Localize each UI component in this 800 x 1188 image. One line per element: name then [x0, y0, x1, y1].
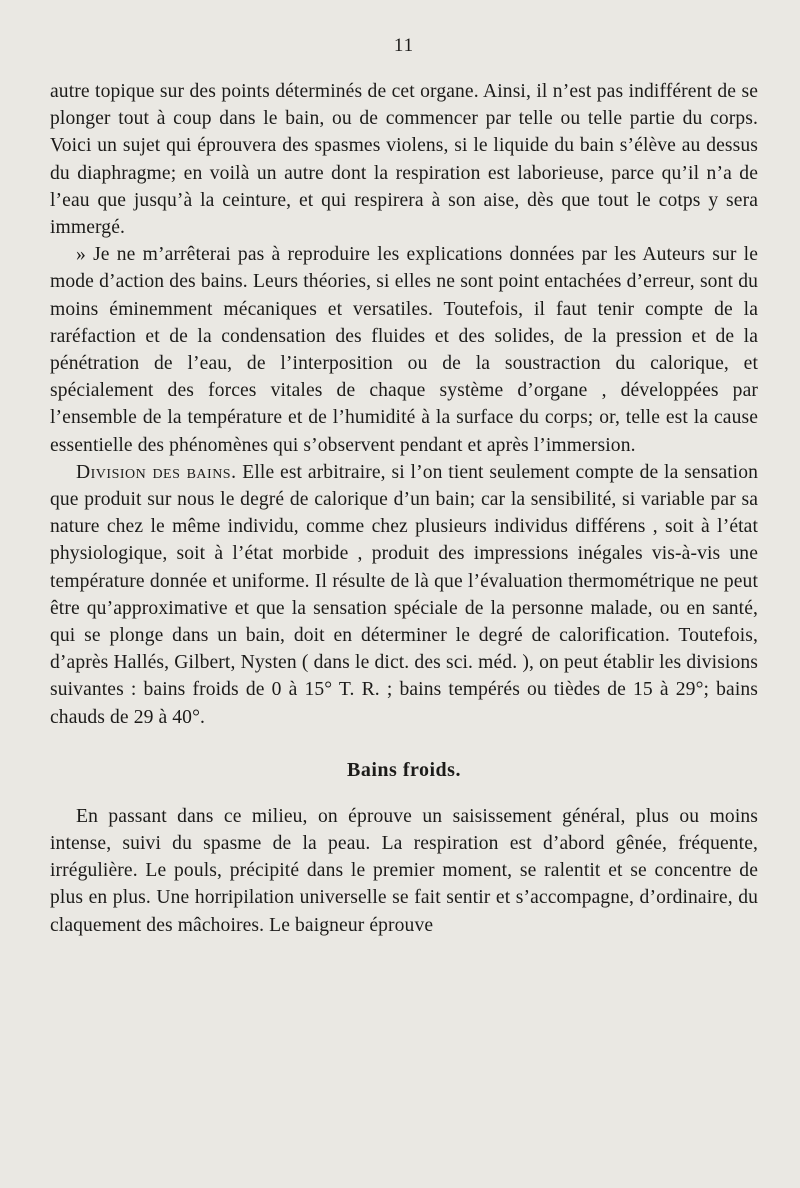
page-number: 11 [393, 35, 415, 56]
paragraph-mode-action: » Je ne m’arrêterai pas à reproduire les explications données par les Auteurs sur le mode d’action des bains. Leurs théories, si elles ne sont point entachées d’erreur, sont du moins éminemment mécaniques et versatiles. Toutefois, il faut tenir compte de la raréfaction et de la condensation des fluides et des solides, de la pression et de la pénétration de l’eau, de l’interposition ou de la soustraction du calorique, et spécialement des forces vitales de chaque système d’organe , développées par l’ensemble de la température et de l’humidité à la surface du corps; or, telle est la cause essentielle des phénomènes qui s’observent pendant et après l’immersion. [50, 244, 758, 456]
section-title: Bains froids. [347, 758, 461, 781]
paragraph-division-text: Elle est arbitraire, si l’on tient seulement compte de la sensation que produit sur nous le degré de calorique d’un bain; car la sensibilité, si variable par sa nature chez le même individu, comme chez plusieurs individus différens , soit à l’état physiologique, soit à l’état morbide , produit des impressions inégales vis-à-vis une température donnée et uniforme. Il résulte de là que l’évaluation thermométrique ne peut être qu’approximative et que la sensation spéciale de la personne malade, ou en santé, qui se plonge dans un bain, doit en déterminer le degré de calorification. Toutefois, d’après Hallés, Gilbert, Nysten ( dans le dict. des sci. méd. ), on peut établir les divisions suivantes : bains froids de 0 à 15° T. R. ; bains tempérés ou tièdes de 15 à 29°; bains chauds de 29 à 40°. [50, 461, 759, 728]
paragraph-run-in-heading: Division des bains. [76, 461, 237, 483]
paragraph-continuation: autre topique sur des points déterminés de cet organe. Ainsi, il n’est pas indifférent de se plonger tout à coup dans le bain, ou de commencer par telle ou telle partie du corps. Voici un sujet qui éprouvera des spasmes violens, si le liquide du bain s’élève au dessus du diaphragme; en voilà un autre dont la respiration est laborieuse, parce qu’il n’a de l’eau que jusqu’à la ceinture, et qui respirera à son aise, dès que tout le cotps y sera immergé. [50, 81, 758, 239]
paragraph-division-bains [50, 459, 758, 731]
paragraph-bains-froids: En passant dans ce milieu, on éprouve un saisissement général, plus ou moins intense, suivi du spasme de la peau. La respiration est d’abord gênée, fréquente, irrégulière. Le pouls, précipité dans le premier moment, se ralentit et se concentre de plus en plus. Une horripilation universelle se fait sentir et s’accompagne, d’ordinaire, du claquement des mâchoires. Le baigneur éprouve [50, 805, 758, 936]
